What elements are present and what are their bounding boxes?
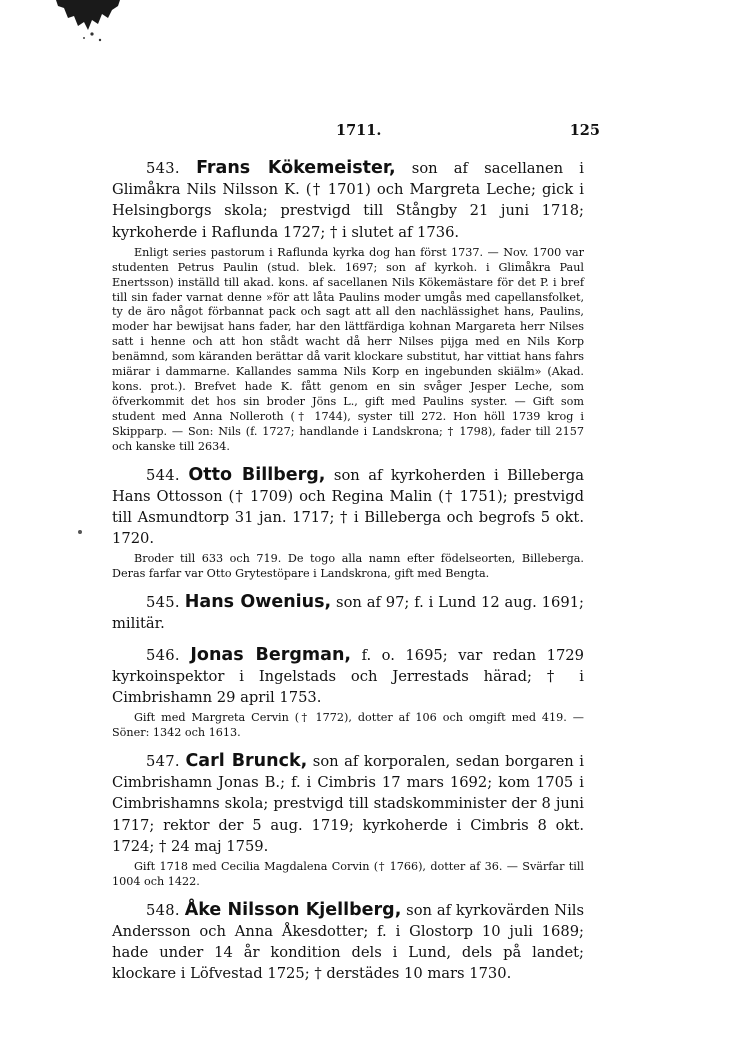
running-head <box>112 122 600 142</box>
margin-dot <box>78 530 82 534</box>
entry-543 <box>112 158 584 243</box>
entry-546 <box>112 645 584 709</box>
entry-text: son af korporalen, sedan borgaren i Cimbrishamn Jonas B.; f. i Cimbris 17 mars 1692; kom 1705 i Cimbrishamns skola; prestvigd till stadskomminister der 8 juni 1717; rektor der 5 aug. 1719; kyrkoherde i Cimbris 8 okt. 1724; † 24 maj 1759. <box>112 752 584 855</box>
entry-547 <box>112 751 584 857</box>
entry-note: Broder till 633 och 719. De togo alla namn efter födelseorten, Billeberga. Deras farfar var Otto Grytestöpare i Landskrona, gift med Bengta. <box>112 552 584 581</box>
entry-number: 546. <box>146 646 180 664</box>
entry-text: son af kyrkoherden i Billeberga Hans Ottosson († 1709) och Regina Malin († 1751); prestvigd till Asmundtorp 31 jan. 1717; † i Billeberga och begrofs 5 okt. 1720. <box>112 466 585 548</box>
entry-548 <box>112 900 584 985</box>
entry-number: 547. <box>146 752 180 770</box>
entry-number: 543. <box>146 160 180 177</box>
entry-number: 544. <box>146 466 180 484</box>
entry-note: Gift 1718 med Cecilia Magdalena Corvin († 1766), dotter af 36. — Svärfar till 1004 och 1422. <box>112 859 584 888</box>
entry-text: son af sacellanen i Glimåkra Nils Nilsson K. († 1701) och Margreta Leche; gick i Helsingborgs skola; prestvigd till Stångby 21 juni 1718; kyrkoherde i Raflunda 1727; † i slutet af 1736. <box>112 160 584 241</box>
page-year: 1711. <box>336 122 382 139</box>
entry-name: Jonas Bergman, <box>190 644 352 665</box>
entry-text: son af kyrkovärden Nils Andersson och Anna Åkesdotter; f. i Glostorp 10 juli 1689; hade under 14 år kondition dels i Lund, dels på landet; klockare i Löfvestad 1725; † derstädes 10 mars 1730. <box>112 901 584 983</box>
ink-stain <box>48 0 128 46</box>
page-body <box>112 158 584 985</box>
entry-name: Carl Brunck, <box>185 750 308 771</box>
page-number: 125 <box>569 122 600 139</box>
entry-544 <box>112 465 584 550</box>
entry-text: son af 97; f. i Lund 12 aug. 1691; militär. <box>112 594 584 633</box>
entry-545 <box>112 592 584 634</box>
entry-name: Otto Billberg, <box>188 464 326 485</box>
entry-text: f. o. 1695; var redan 1729 kyrkoinspektor i Ingelstads och Jerrestads härad; † i Cimbrishamn 29 april 1753. <box>112 646 584 706</box>
entry-note: Enligt series pastorum i Raflunda kyrka dog han först 1737. — Nov. 1700 var studenten Petrus Paulin (stud. blek. 1697; son af kyrkoh. i Glimåkra Paul Enertsson) inställd till akad. kons. af sacellanen Nils Kökemästare för det P. i bref till sin fader varnat denne »för att låta Paulins moder umgås med capellansfolket, ty de äro något förbannat pack och sagt att all den nachlässighet hans, Paulins, moder har bewijsat hans fader, har den lättfärdiga kohnan Margareta herr Nilses satt i henne och att hon stådt wacht då herr Nilses pijga med en Nils Korp benämnd, som käranden berättar då varit klockare substitut, har vittiat hans fahrs miärar i dammarne. Kallandes samma Nils Korp en ingebunden skiälm» (Akad. kons. prot.). Brefvet hade K. fått genom en sin svåger Jesper Leche, som öfverkommit det hos sin broder Jöns L., gift med Paulins syster. — Gift som student med Anna Nolleroth († 1744), syster till 272. Hon höll 1739 krog i Skipparp. — Son: Nils (f. 1727; handlande i Landskrona; † 1798), fader till 2157 och kanske till 2634. <box>112 245 584 453</box>
entry-name: Hans Owenius, <box>184 592 332 613</box>
entry-number: 545. <box>146 594 180 612</box>
entry-name: Frans Kökemeister, <box>196 158 396 178</box>
entry-note: Gift med Margreta Cervin († 1772), dotter af 106 och omgift med 419. — Söner: 1342 och 1613. <box>112 711 584 740</box>
entry-number: 548. <box>146 901 180 919</box>
entry-name: Åke Nilsson Kjellberg, <box>184 899 402 920</box>
